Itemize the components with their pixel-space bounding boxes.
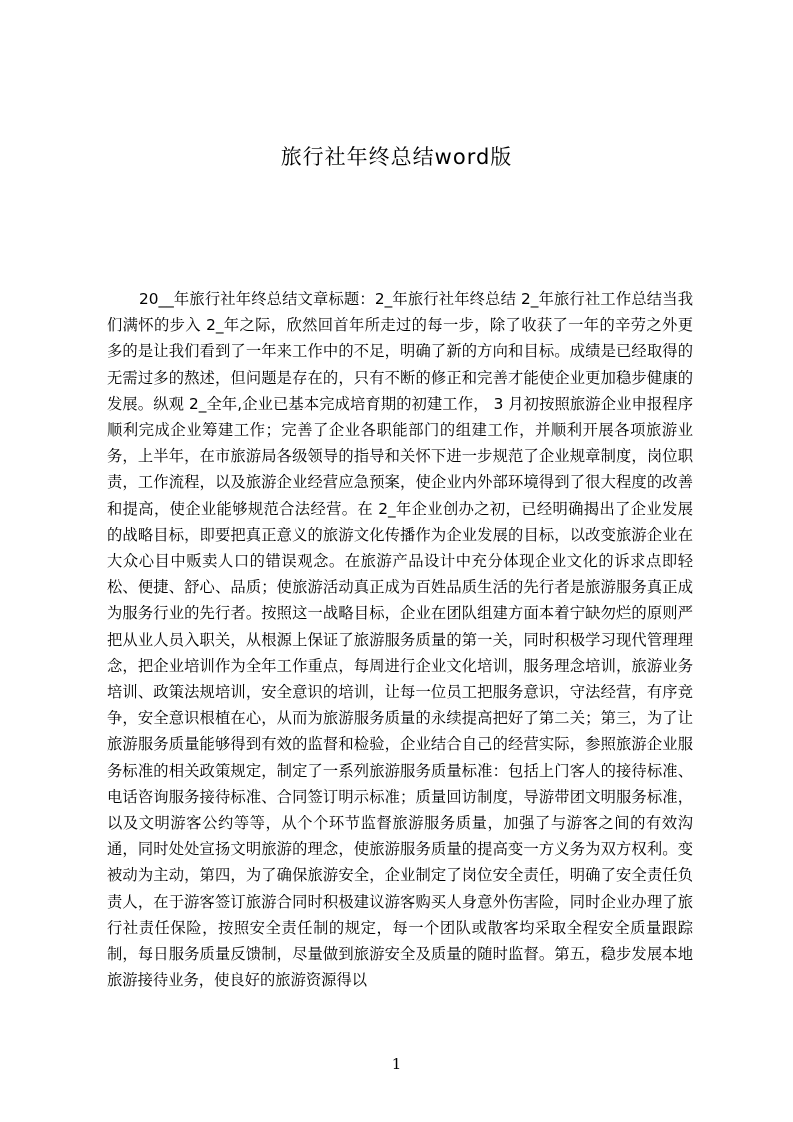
paragraph-text: 20__年旅行社年终总结文章标题：2_年旅行社年终总结 2_年旅行社工作总结当我们满怀的步入 2_年之际，欣然回首年所走过的每一步，除了收获了一年的辛劳之外更多的是让我们看到了一年来工作中的不足，明确了新的方向和目标。成绩是已经取得的无需过多的熬述，但问题是存在的，只有不断的修正和完善才能使企业更加稳步健康的发展。纵观 2_全年,企业已基本完成培育期的初建工作， 3 月初按照旅游企业申报程序顺利完成企业筹建工作；完善了企业各职能部门的组建工作，并顺利开展各项旅游业务，上半年，在市旅游局各级领导的指导和关怀下进一步规范了企业规章制度，岗位职责，工作流程，以及旅游企业经营应急预案，使企业内外部环境得到了很大程度的改善和提高，使企业能够规范合法经营。在 2_年企业创办之初，已经明确揭出了企业发展的战略目标，即要把真正意义的旅游文化传播作为企业发展的目标，以改变旅游企业在大众心目中贩卖人口的错误观念。在旅游产品设计中充分体现企业文化的诉求点即轻松、便捷、舒心、品质；使旅游活动真正成为百姓品质生活的先行者是旅游服务真正成为服务行业的先行者。按照这一战略目标，企业在团队组建方面本着宁缺勿烂的原则严把从业人员入职关，从根源上保证了旅游服务质量的第一关，同时积极学习现代管理理念，把企业培训作为全年工作重点，每周进行企业文化培训，服务理念培训，旅游业务培训、政策法规培训，安全意识的培训，让每一位员工把服务意识，守法经营，有序竞争，安全意识根植在心，从而为旅游服务质量的永续提高把好了第二关；第三，为了让旅游服务质量能够得到有效的监督和检验，企业结合自己的经营实际，参照旅游企业服务标准的相关政策规定，制定了一系列旅游服务质量标准：包括上门客人的接待标准、电话咨询服务接待标准、合同签订明示标准；质量回访制度，导游带团文明服务标准，以及文明游客公约等等，从个个环节监督旅游服务质量，加强了与游客之间的有效沟通，同时处处宣扬文明旅游的理念，使旅游服务质量的提高变一方义务为双方权利。变被动为主动，第四，为了确保旅游安全，企业制定了岗位安全责任，明确了安全责任负责人，在于游客签订旅游合同时积极建议游客购买人身意外伤害险，同时企业办理了旅行社责任保险，按照安全责任制的规定，每一个团队或散客均采取全程安全质量跟踪制，每日服务质量反馈制，尽量做到旅游安全及质量的随时监督。第五，稳步发展本地旅游接待业务，使良好的旅游资源得以	[107, 290, 693, 990]
body-paragraph	[107, 286, 693, 993]
document-title: 旅行社年终总结word版	[280, 145, 513, 169]
page-number: 1	[391, 1055, 402, 1073]
